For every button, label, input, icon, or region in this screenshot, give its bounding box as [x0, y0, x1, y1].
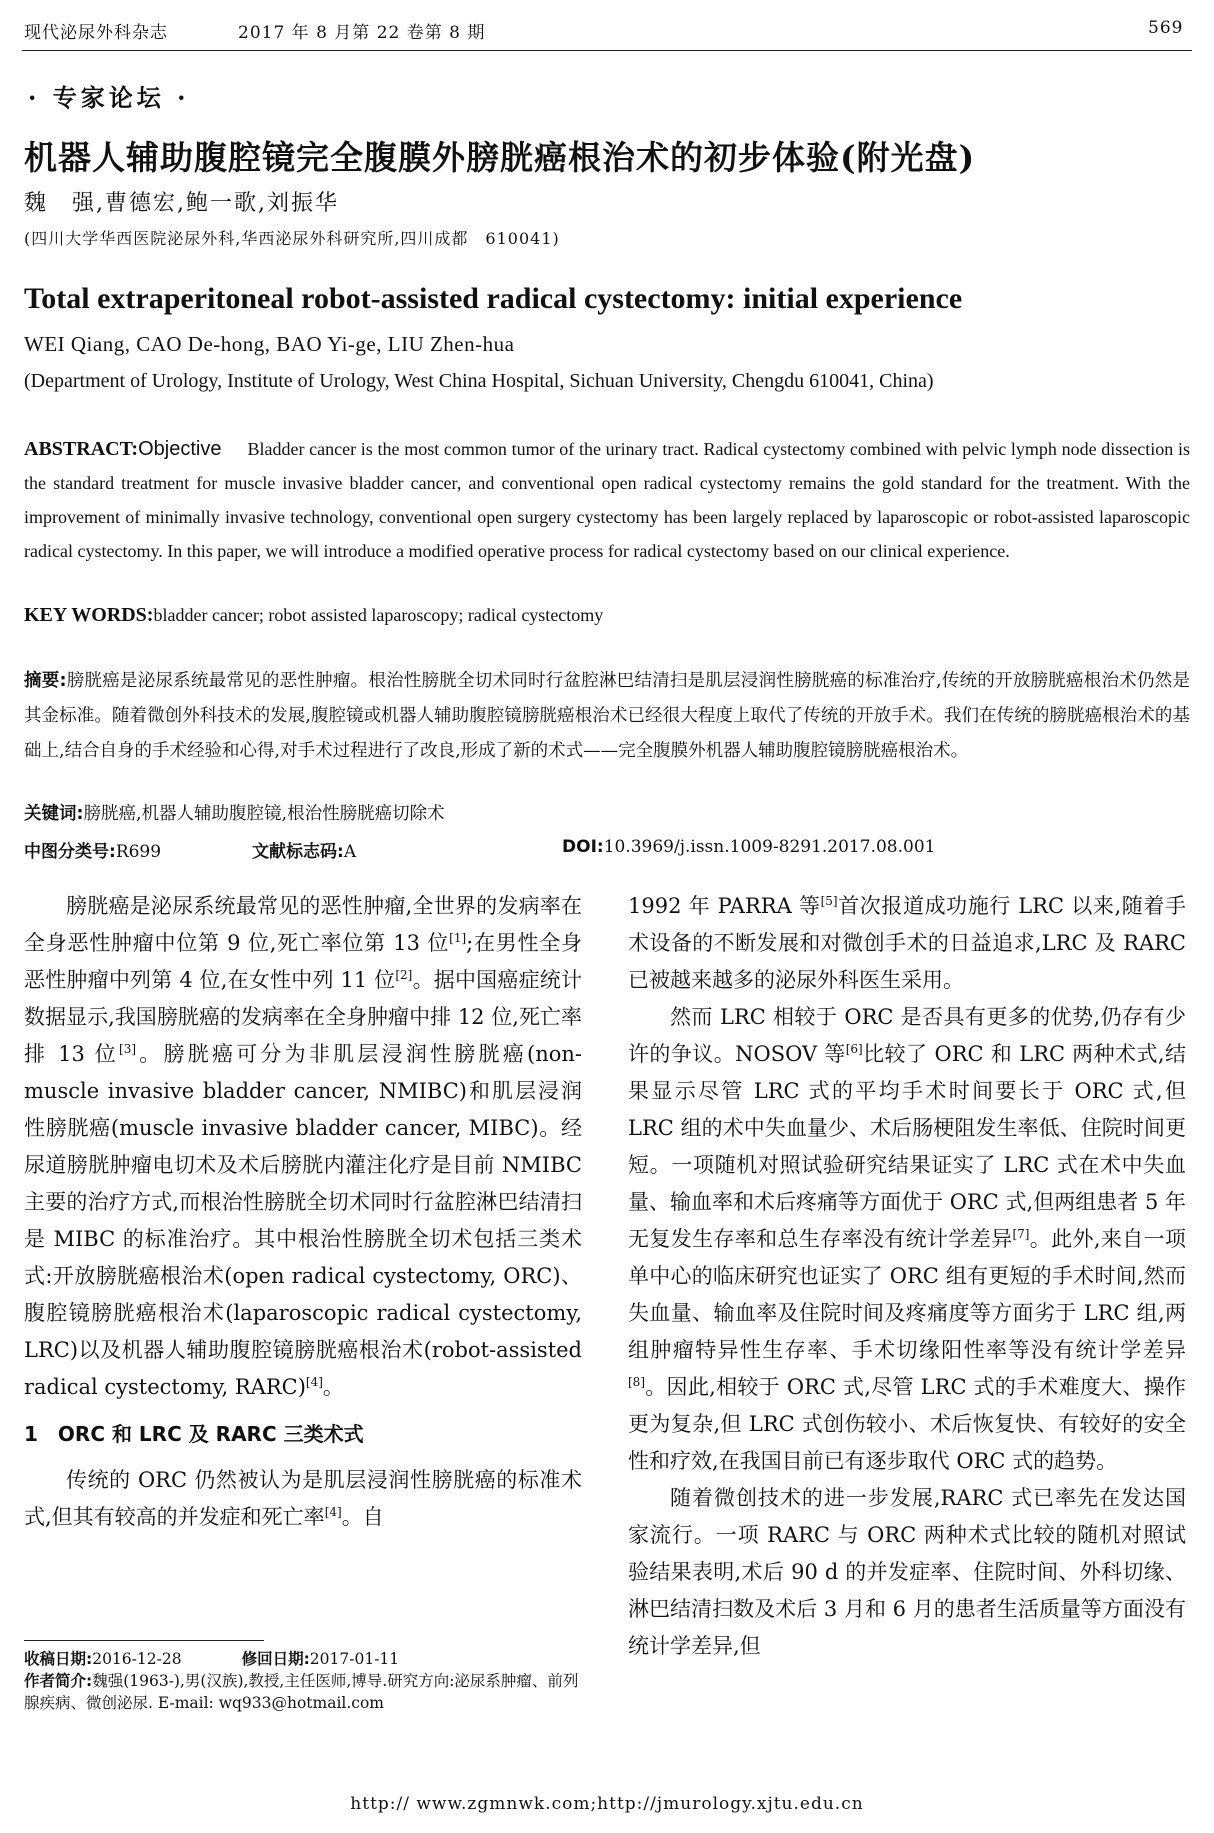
abstract-en — [24, 432, 1190, 568]
doi-value: 10.3969/j.issn.1009-8291.2017.08.001 — [603, 837, 936, 857]
footnote — [24, 1648, 584, 1714]
doi — [562, 837, 935, 857]
authors-en: WEI Qiang, CAO De-hong, BAO Yi-ge, LIU Zhen-hua — [24, 332, 515, 356]
keywords-cn-label: 关键词: — [24, 804, 84, 824]
clc-value: R699 — [115, 842, 162, 862]
keywords-label: KEY WORDS: — [24, 604, 154, 626]
citation[interactable]: [2] — [395, 968, 413, 982]
footer-url[interactable]: http:// www.zgmnwk.com;http://jmurology.xjtu.edu.cn — [350, 1794, 864, 1814]
clc-number — [24, 837, 161, 862]
doi-label: DOI: — [562, 837, 604, 857]
doc-value: A — [343, 842, 357, 862]
clc-label: 中图分类号: — [24, 842, 116, 862]
authors-cn: 魏 强,曹德宏,鲍一歌,刘振华 — [24, 191, 339, 216]
keywords-en — [24, 604, 603, 627]
keywords-cn-text: 膀胱癌,机器人辅助腹腔镜,根治性膀胱癌切除术 — [83, 804, 445, 824]
citation[interactable]: [3] — [119, 1042, 137, 1056]
body-paragraph: 膀胱癌是泌尿系统最常见的恶性肿瘤,全世界的发病率在全身恶性肿瘤中位第 9 位,死亡率位第 13 位[1];在男性全身恶性肿瘤中列第 4 位,在女性中列 11 位[2]。据中国癌症统计数据显示,我国膀胱癌的发病率在全身肿瘤中排 12 位,死亡率排 13 位[3]。膀胱癌可分为非肌层浸润性膀胱癌(non-muscle invasive bladder cancer, NMIBC)和肌层浸润性膀胱癌(muscle invasive bladder cancer, MIBC)。经尿道膀胱肿瘤电切术及术后膀胱内灌注化疗是目前 NMIBC 主要的治疗方式,而根治性膀胱全切术同时行盆腔淋巴结清扫是 MIBC 的标准治疗。其中根治性膀胱全切术包括三类术式:开放膀胱癌根治术(open radical cystectomy, ORC)、腹腔镜膀胱癌根治术(laparoscopic radical cystectomy, LRC)以及机器人辅助腹腔镜膀胱癌根治术(robot-assisted radical cystectomy, RARC)[4]。 — [24, 894, 582, 1399]
abstract-cn-text: 膀胱癌是泌尿系统最常见的恶性肿瘤。根治性膀胱全切术同时行盆腔淋巴结清扫是肌层浸润性膀胱癌的标准治疗,传统的开放膀胱癌根治术仍然是其金标准。随着微创外科技术的发展,腹腔镜或机器人辅助腹腔镜膀胱癌根治术已经很大程度上取代了传统的开放手术。我们在传统的膀胱癌根治术的基础上,结合自身的手术经验和心得,对手术过程进行了改良,形成了新的术式——完全腹膜外机器人辅助腹腔镜膀胱癌根治术。 — [24, 671, 1190, 761]
header-rule — [22, 50, 1192, 51]
citation[interactable]: [5] — [820, 894, 838, 908]
keywords-text: bladder cancer; robot assisted laparoscopy; radical cystectomy — [153, 605, 604, 625]
title-cn: 机器人辅助腹腔镜完全腹膜外膀胱癌根治术的初步体验(附光盘) — [24, 138, 976, 177]
objective-label: Objective — [138, 438, 222, 460]
footnote-rule — [24, 1640, 264, 1641]
journal-name: 现代泌尿外科杂志 — [24, 23, 168, 43]
doc-code — [252, 837, 356, 862]
abstract-cn — [24, 664, 1190, 769]
citation[interactable]: [4] — [305, 1375, 323, 1389]
right-column — [628, 888, 1186, 1665]
issue-info: 2017 年 8 月第 22 卷第 8 期 — [238, 23, 486, 43]
abstract-label: ABSTRACT: — [24, 438, 139, 460]
author-bio: 作者简介:魏强(1963-),男(汉族),教授,主任医师,博导.研究方向:泌尿系肿瘤、前列腺疾病、微创泌尿. E-mail: wq933@hotmail.com — [24, 1672, 579, 1712]
citation[interactable]: [8] — [628, 1375, 645, 1389]
body-paragraph: 1992 年 PARRA 等[5]首次报道成功施行 LRC 以来,随着手术设备的不断发展和对微创手术的日益追求,LRC 及 RARC 已被越来越多的泌尿外科医生采用。 — [628, 894, 1186, 992]
doc-label: 文献标志码: — [252, 842, 344, 862]
body-paragraph: 随着微创技术的进一步发展,RARC 式已率先在发达国家流行。一项 RARC 与 ORC 两种术式比较的随机对照试验结果表明,术后 90 d 的并发症率、住院时间、外科切缘、淋巴结清扫数及术后 3 月和 6 月的患者生活质量等方面没有统计学差异,但 — [628, 1486, 1186, 1658]
left-column — [24, 888, 582, 1536]
abstract-text: Bladder cancer is the most common tumor of the urinary tract. Radical cystectomy combined with pelvic lymph node dissection is the standard treatment for muscle invasive bladder cancer, and conventional open radical cystectomy remains the gold standard for the treatment. With the improvement of minimally invasive technology, conventional open surgery cystectomy has been largely replaced by laparoscopic or robot-assisted laparoscopic radical cystectomy. In this paper, we will introduce a modified operative process for radical cystectomy based on our clinical experience. — [24, 439, 1190, 561]
section-tag: · 专家论坛 · — [28, 83, 190, 112]
affiliation-cn: (四川大学华西医院泌尿外科,华西泌尿外科研究所,四川成都 610041) — [24, 229, 560, 248]
abstract-cn-label: 摘要: — [24, 671, 67, 691]
citation[interactable]: [1] — [449, 931, 467, 945]
page-number: 569 — [1148, 18, 1184, 38]
affiliation-en: (Department of Urology, Institute of Urology, West China Hospital, Sichuan University, Chengdu 610041, China) — [24, 370, 934, 392]
keywords-cn — [24, 800, 445, 825]
section-heading: 1 ORC 和 LRC 及 RARC 三类术式 — [24, 1422, 364, 1446]
dates-line: 收稿日期:2016-12-28 修回日期:2017-01-11 — [24, 1650, 400, 1668]
citation[interactable]: [7] — [1012, 1227, 1030, 1241]
title-en: Total extraperitoneal robot-assisted radical cystectomy: initial experience — [24, 282, 963, 315]
body-paragraph: 然而 LRC 相较于 ORC 是否具有更多的优势,仍存有少许的争议。NOSOV 等[6]比较了 ORC 和 LRC 两种术式,结果显示尽管 LRC 式的平均手术时间要长于 ORC 式,但 LRC 组的术中失血量少、术后肠梗阻发生率低、住院时间更短。一项随机对照试验研究结果证实了 LRC 式在术中失血量、输血率和术后疼痛等方面优于 ORC 式,但两组患者 5 年无复发生存率和总生存率没有统计学差异[7]。此外,来自一项单中心的临床研究也证实了 ORC 组有更短的手术时间,然而失血量、输血率及住院时间及疼痛度等方面劣于 LRC 组,两组肿瘤特异性生存率、手术切缘阳性率等没有统计学差异[8]。因此,相较于 ORC 式,尽管 LRC 式的手术难度大、操作更为复杂,但 LRC 式创伤较小、术后恢复快、有较好的安全性和疗效,在我国目前已有逐步取代 ORC 式的趋势。 — [628, 1005, 1187, 1473]
citation[interactable]: [6] — [845, 1042, 863, 1056]
body-paragraph: 传统的 ORC 仍然被认为是肌层浸润性膀胱癌的标准术式,但其有较高的并发症和死亡率[4]。自 — [24, 1468, 582, 1529]
citation[interactable]: [4] — [324, 1505, 342, 1519]
